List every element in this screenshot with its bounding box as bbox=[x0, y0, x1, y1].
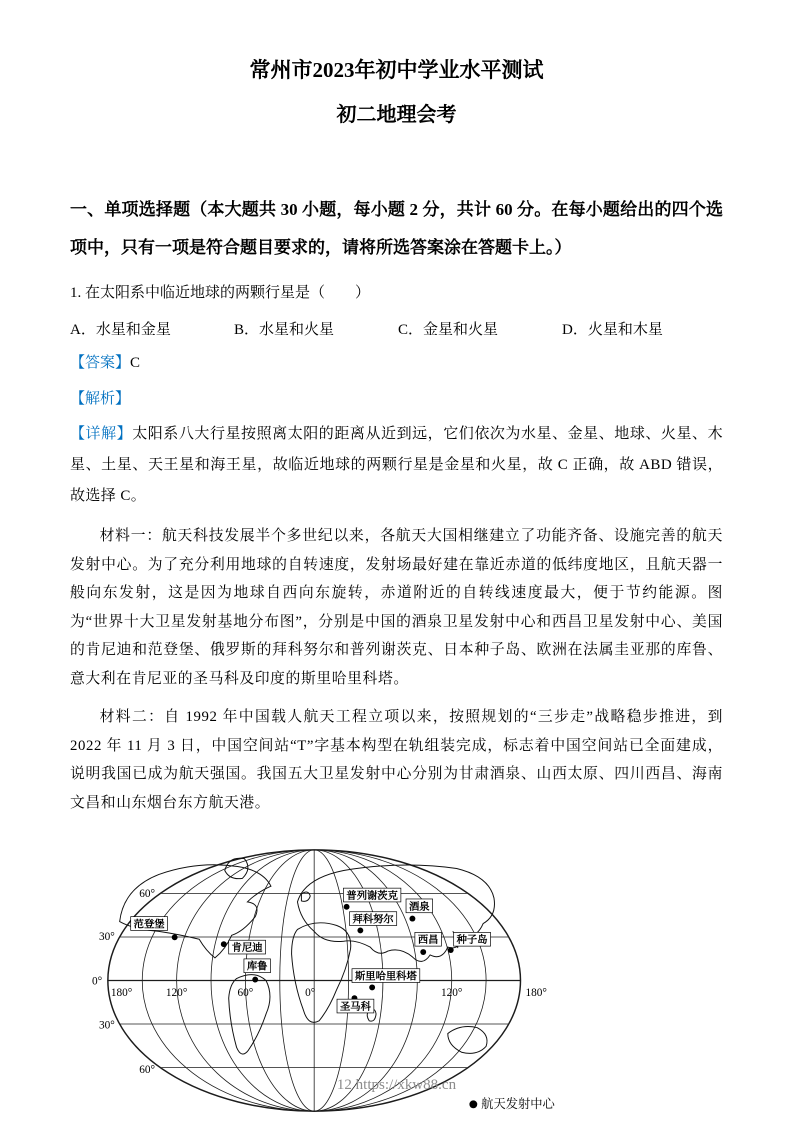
launch-site-label: 斯里哈里科塔 bbox=[355, 971, 417, 983]
answer-value: C bbox=[130, 355, 141, 372]
launch-site-label: 种子岛 bbox=[456, 935, 488, 947]
latitude-label: 60° bbox=[139, 1064, 156, 1077]
launch-site-dot bbox=[221, 941, 227, 947]
launch-site-dot bbox=[172, 934, 178, 940]
section-heading: 一、单项选择题（本大题共 30 小题，每小题 2 分，共计 60 分。在每小题给出的四个选项中，只有一项是符合题目要求的，请将所选答案涂在答题卡上。） bbox=[70, 200, 723, 258]
map-graticule bbox=[108, 850, 521, 1111]
answer-label: 【答案】 bbox=[70, 355, 131, 372]
latitude-label: 30° bbox=[98, 931, 115, 944]
legend-label: 航天发射中心 bbox=[481, 1097, 555, 1112]
legend-dot bbox=[469, 1101, 477, 1109]
launch-site-label: 普列谢茨克 bbox=[346, 891, 398, 903]
option-a: A．水星和金星 bbox=[70, 322, 171, 339]
analysis-line bbox=[70, 387, 723, 411]
analysis-label: 【解析】 bbox=[70, 391, 131, 408]
longitude-label: 180° bbox=[525, 987, 547, 1000]
page-number: 12 bbox=[336, 1077, 352, 1093]
longitude-label: 120° bbox=[441, 987, 463, 1000]
doc-title-line1: 常州市2023年初中学业水平测试 bbox=[249, 58, 544, 82]
launch-site-dot bbox=[252, 977, 258, 983]
material-paragraph-2: 材料二：自 1992 年中国载人航天工程立项以来，按照规划的“三步走”战略稳步推进，到 2022 年 11 月 3 日，中国空间站“T”字基本构型在轨组装完成，标志着中国空间站已全面建成，说明我国已成为航天强国。我国五大卫星发射中心分别为甘肃酒泉、山西太原、四川西昌、海南文昌和山东烟台东方航天港。 bbox=[70, 709, 723, 811]
launch-site-label: 拜科努尔 bbox=[352, 914, 394, 926]
longitude-label: 120° bbox=[165, 987, 188, 1000]
options-row bbox=[70, 318, 723, 339]
launch-site-label: 库鲁 bbox=[246, 961, 268, 973]
latitude-label: 0° bbox=[91, 975, 103, 988]
option-b: B．水星和火星 bbox=[234, 322, 335, 339]
launch-site-label: 圣马科 bbox=[339, 1002, 371, 1014]
launch-site-label: 肯尼迪 bbox=[231, 943, 263, 955]
footer-url[interactable]: https://xkw88.cn bbox=[355, 1077, 457, 1093]
doc-title-line2: 初二地理会考 bbox=[336, 104, 457, 127]
launch-site-dot bbox=[344, 904, 350, 910]
map-continents bbox=[120, 858, 495, 1054]
launch-site-dot bbox=[369, 985, 375, 991]
question-stem: 1. 在太阳系中临近地球的两颗行星是（ ） bbox=[70, 285, 371, 302]
longitude-label: 180° bbox=[110, 987, 133, 1000]
detail-paragraph bbox=[70, 419, 723, 512]
latitude-label: 60° bbox=[139, 888, 156, 901]
option-d: D．火星和木星 bbox=[562, 322, 663, 339]
answer-line bbox=[70, 351, 723, 375]
launch-site-dot bbox=[409, 916, 415, 922]
page-footer bbox=[0, 1077, 793, 1094]
latitude-label: 30° bbox=[98, 1019, 115, 1032]
longitude-label: 60° bbox=[237, 987, 254, 1000]
launch-site-label: 西昌 bbox=[417, 935, 439, 947]
launch-site-dot bbox=[420, 949, 426, 955]
material-paragraph-1: 材料一：航天科技发展半个多世纪以来，各航天大国相继建立了功能齐备、设施完善的航天发射中心。为了充分利用地球的自转速度，发射场最好建在靠近赤道的低纬度地区，且航天器一般向东发射，这是因为地球自西向东旋转，赤道附近的自转线速度最大，便于节约能源。图为“世界十大卫星发射基地分布图”，分别是中国的酒泉卫星发射中心和西昌卫星发射中心、美国的肯尼迪和范登堡、俄罗斯的拜科努尔和普列谢茨克、日本种子岛、欧洲在法属圭亚那的库鲁、意大利在肯尼亚的圣马科及印度的斯里哈里科塔。 bbox=[70, 528, 723, 687]
longitude-label: 0° bbox=[305, 987, 316, 1000]
detail-label: 【详解】 bbox=[70, 426, 133, 443]
launch-site-label: 范登堡 bbox=[133, 919, 165, 931]
launch-site-dot bbox=[357, 928, 363, 934]
option-c: C．金星和火星 bbox=[398, 322, 499, 339]
launch-site-label: 酒泉 bbox=[409, 901, 430, 913]
detail-text: 太阳系八大行星按照离太阳的距离从近到远，它们依次为水星、金星、地球、火星、木星、土星、天王星和海王星，故临近地球的两颗行星是金星和火星，故 C 正确，故 ABD 错误，故选择 C。 bbox=[70, 426, 723, 505]
launch-site-dot bbox=[448, 947, 454, 953]
